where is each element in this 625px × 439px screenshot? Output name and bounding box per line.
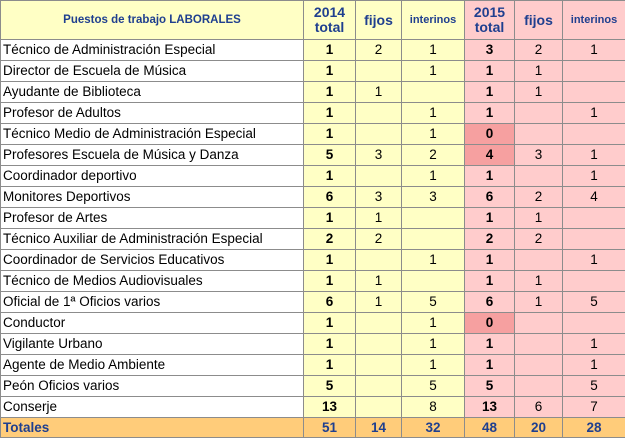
total-2015-interinos: 28 xyxy=(563,418,625,438)
cell-2015-total: 1 xyxy=(465,355,515,376)
cell-2014-fijos xyxy=(356,334,402,355)
cell-2014-fijos xyxy=(356,166,402,187)
cell-2014-total: 1 xyxy=(304,271,356,292)
table-row xyxy=(1,166,625,187)
cell-2014-interinos: 1 xyxy=(402,355,465,376)
cell-2014-interinos: 1 xyxy=(402,250,465,271)
cell-2014-total: 13 xyxy=(304,397,356,418)
table-row xyxy=(1,355,625,376)
position-name: Técnico de Medios Audiovisuales xyxy=(1,271,304,292)
header-2015-total-word: total xyxy=(474,19,505,35)
position-name: Agente de Medio Ambiente xyxy=(1,355,304,376)
position-name: Peón Oficios varios xyxy=(1,376,304,397)
cell-2015-interinos: 7 xyxy=(563,397,625,418)
cell-2014-interinos xyxy=(402,229,465,250)
position-name: Coordinador deportivo xyxy=(1,166,304,187)
cell-2015-fijos xyxy=(515,103,563,124)
table-row xyxy=(1,187,625,208)
cell-2014-total: 1 xyxy=(304,82,356,103)
totals-row xyxy=(1,418,625,438)
cell-2015-interinos: 1 xyxy=(563,334,625,355)
cell-2014-fijos: 1 xyxy=(356,82,402,103)
cell-2015-fijos xyxy=(515,250,563,271)
cell-2014-interinos: 5 xyxy=(402,292,465,313)
header-2015-total xyxy=(465,1,515,40)
header-2014-total-word: total xyxy=(314,19,345,35)
cell-2015-interinos: 1 xyxy=(563,166,625,187)
cell-2015-interinos: 1 xyxy=(563,355,625,376)
cell-2015-interinos xyxy=(563,271,625,292)
cell-2015-interinos: 1 xyxy=(563,250,625,271)
totals-label: Totales xyxy=(1,418,304,438)
cell-2015-total: 0 xyxy=(465,313,515,334)
cell-2014-interinos: 2 xyxy=(402,145,465,166)
cell-2014-total: 6 xyxy=(304,187,356,208)
cell-2015-fijos xyxy=(515,355,563,376)
cell-2014-fijos xyxy=(356,397,402,418)
cell-2014-fijos xyxy=(356,355,402,376)
cell-2015-fijos: 1 xyxy=(515,61,563,82)
cell-2015-fijos: 1 xyxy=(515,82,563,103)
cell-2014-total: 1 xyxy=(304,61,356,82)
total-2014-total: 51 xyxy=(304,418,356,438)
cell-2014-total: 1 xyxy=(304,313,356,334)
table-row xyxy=(1,61,625,82)
cell-2014-fijos: 2 xyxy=(356,229,402,250)
cell-2014-total: 1 xyxy=(304,208,356,229)
cell-2015-total: 1 xyxy=(465,250,515,271)
position-name: Director de Escuela de Música xyxy=(1,61,304,82)
position-name: Conductor xyxy=(1,313,304,334)
cell-2014-total: 1 xyxy=(304,250,356,271)
cell-2015-total: 5 xyxy=(465,376,515,397)
cell-2015-total: 2 xyxy=(465,229,515,250)
cell-2015-fijos xyxy=(515,124,563,145)
cell-2015-interinos: 4 xyxy=(563,187,625,208)
cell-2014-fijos xyxy=(356,376,402,397)
cell-2015-total: 4 xyxy=(465,145,515,166)
cell-2014-fijos xyxy=(356,103,402,124)
cell-2014-fijos xyxy=(356,124,402,145)
position-name: Técnico Auxiliar de Administración Especial xyxy=(1,229,304,250)
cell-2015-fijos: 3 xyxy=(515,145,563,166)
cell-2015-fijos: 2 xyxy=(515,40,563,61)
cell-2015-interinos: 1 xyxy=(563,40,625,61)
table-row xyxy=(1,82,625,103)
total-2014-fijos: 14 xyxy=(356,418,402,438)
cell-2014-interinos: 1 xyxy=(402,313,465,334)
cell-2015-total: 13 xyxy=(465,397,515,418)
table-row xyxy=(1,103,625,124)
position-name: Profesores Escuela de Música y Danza xyxy=(1,145,304,166)
position-name: Oficial de 1ª Oficios varios xyxy=(1,292,304,313)
cell-2015-interinos: 1 xyxy=(563,145,625,166)
cell-2014-interinos xyxy=(402,271,465,292)
cell-2014-fijos: 3 xyxy=(356,145,402,166)
cell-2014-total: 1 xyxy=(304,355,356,376)
cell-2015-interinos xyxy=(563,313,625,334)
cell-2015-fijos: 1 xyxy=(515,271,563,292)
cell-2015-total: 1 xyxy=(465,103,515,124)
cell-2015-fijos: 1 xyxy=(515,292,563,313)
total-2015-total: 48 xyxy=(465,418,515,438)
cell-2014-total: 1 xyxy=(304,40,356,61)
cell-2014-fijos: 1 xyxy=(356,208,402,229)
cell-2014-interinos: 8 xyxy=(402,397,465,418)
header-2014-fijos: fijos xyxy=(356,1,402,40)
table-row xyxy=(1,376,625,397)
position-name: Profesor de Adultos xyxy=(1,103,304,124)
cell-2014-fijos xyxy=(356,313,402,334)
position-name: Profesor de Artes xyxy=(1,208,304,229)
cell-2014-interinos xyxy=(402,208,465,229)
cell-2014-interinos: 1 xyxy=(402,40,465,61)
header-2014-total xyxy=(304,1,356,40)
cell-2014-fijos xyxy=(356,61,402,82)
position-name: Técnico Medio de Administración Especial xyxy=(1,124,304,145)
table-row xyxy=(1,334,625,355)
cell-2014-interinos: 3 xyxy=(402,187,465,208)
header-row xyxy=(1,1,625,40)
cell-2014-interinos xyxy=(402,82,465,103)
cell-2015-total: 1 xyxy=(465,208,515,229)
cell-2015-interinos xyxy=(563,208,625,229)
cell-2014-total: 5 xyxy=(304,376,356,397)
cell-2014-fijos: 1 xyxy=(356,292,402,313)
header-label: Puestos de trabajo LABORALES xyxy=(1,1,304,40)
cell-2014-total: 6 xyxy=(304,292,356,313)
cell-2015-fijos: 2 xyxy=(515,229,563,250)
cell-2014-total: 2 xyxy=(304,229,356,250)
cell-2014-fijos: 1 xyxy=(356,271,402,292)
cell-2015-fijos xyxy=(515,166,563,187)
table-row xyxy=(1,229,625,250)
header-2015-interinos: interinos xyxy=(563,1,625,40)
cell-2014-fijos xyxy=(356,250,402,271)
table-row xyxy=(1,208,625,229)
cell-2015-total: 0 xyxy=(465,124,515,145)
cell-2015-total: 1 xyxy=(465,82,515,103)
table-row xyxy=(1,40,625,61)
table-row xyxy=(1,313,625,334)
header-2015-fijos: fijos xyxy=(515,1,563,40)
header-2014-year: 2014 xyxy=(313,4,346,20)
cell-2014-fijos: 2 xyxy=(356,40,402,61)
cell-2015-fijos: 1 xyxy=(515,208,563,229)
cell-2014-interinos: 1 xyxy=(402,103,465,124)
cell-2015-interinos xyxy=(563,229,625,250)
cell-2014-total: 1 xyxy=(304,334,356,355)
cell-2014-interinos: 1 xyxy=(402,334,465,355)
cell-2015-total: 1 xyxy=(465,334,515,355)
cell-2014-interinos: 1 xyxy=(402,166,465,187)
cell-2015-total: 3 xyxy=(465,40,515,61)
cell-2015-interinos xyxy=(563,124,625,145)
cell-2015-interinos: 1 xyxy=(563,103,625,124)
position-name: Vigilante Urbano xyxy=(1,334,304,355)
header-2015-year: 2015 xyxy=(473,4,506,20)
cell-2015-total: 6 xyxy=(465,292,515,313)
cell-2015-interinos: 5 xyxy=(563,376,625,397)
cell-2015-total: 6 xyxy=(465,187,515,208)
total-2014-interinos: 32 xyxy=(402,418,465,438)
table-row xyxy=(1,124,625,145)
cell-2015-fijos xyxy=(515,334,563,355)
position-name: Monitores Deportivos xyxy=(1,187,304,208)
cell-2015-total: 1 xyxy=(465,61,515,82)
position-name: Conserje xyxy=(1,397,304,418)
cell-2015-interinos: 5 xyxy=(563,292,625,313)
cell-2014-interinos: 1 xyxy=(402,124,465,145)
table-row xyxy=(1,397,625,418)
cell-2015-fijos: 6 xyxy=(515,397,563,418)
cell-2014-interinos: 5 xyxy=(402,376,465,397)
cell-2014-fijos: 3 xyxy=(356,187,402,208)
position-name: Ayudante de Biblioteca xyxy=(1,82,304,103)
cell-2015-interinos xyxy=(563,61,625,82)
cell-2014-interinos: 1 xyxy=(402,61,465,82)
position-name: Técnico de Administración Especial xyxy=(1,40,304,61)
cell-2015-total: 1 xyxy=(465,166,515,187)
cell-2015-fijos xyxy=(515,376,563,397)
cell-2014-total: 5 xyxy=(304,145,356,166)
table-row xyxy=(1,145,625,166)
total-2015-fijos: 20 xyxy=(515,418,563,438)
cell-2014-total: 1 xyxy=(304,103,356,124)
cell-2014-total: 1 xyxy=(304,166,356,187)
table-row xyxy=(1,292,625,313)
cell-2015-interinos xyxy=(563,82,625,103)
header-2014-interinos: interinos xyxy=(402,1,465,40)
table-row xyxy=(1,271,625,292)
cell-2015-total: 1 xyxy=(465,271,515,292)
cell-2014-total: 1 xyxy=(304,124,356,145)
position-name: Coordinador de Servicios Educativos xyxy=(1,250,304,271)
table-row xyxy=(1,250,625,271)
cell-2015-fijos: 2 xyxy=(515,187,563,208)
cell-2015-fijos xyxy=(515,313,563,334)
